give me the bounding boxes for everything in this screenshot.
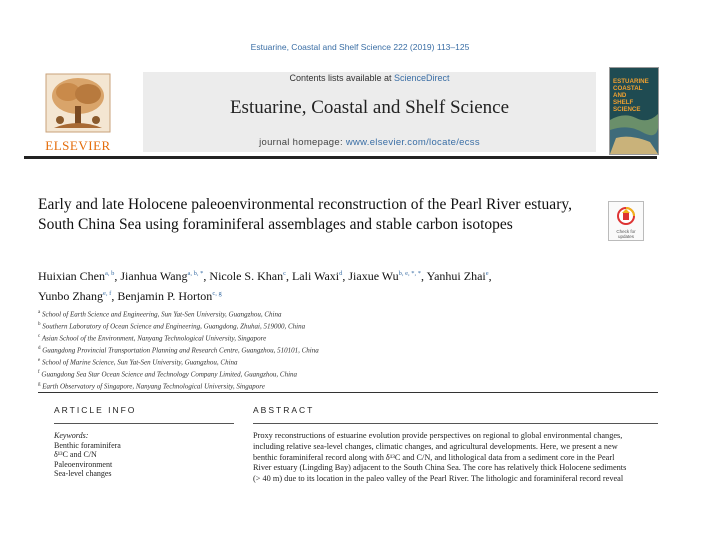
cover-title	[613, 78, 657, 113]
journal-name: Estuarine, Coastal and Shelf Science	[229, 97, 510, 118]
keyword-item: Benthic foraminifera	[54, 440, 121, 450]
homepage-link[interactable]: www.elsevier.com/locate/ecss	[345, 137, 480, 148]
author-link[interactable]: Nicole S. Khan$^c$	[209, 269, 286, 283]
keywords-list	[54, 431, 234, 479]
abstract-line: Proxy reconstructions of estuarine evolution provide perspectives on regional to global environmental changes,	[253, 431, 623, 440]
keyword-item: δ¹³C and C/N	[54, 450, 97, 460]
affiliation-item: $^b$ Southern Laboratory of Ocean Science and Engineering, Guangdong, Zhuhai, 519000, China	[38, 321, 306, 331]
check-for-updates-label: Check for updates	[616, 229, 636, 239]
author-affiliation-marker[interactable]: e, f	[103, 290, 112, 297]
cover-title-line: SHELF SCIENCE	[613, 99, 641, 113]
keyword-item: Sea-level changes	[54, 469, 112, 479]
check-for-updates-icon	[617, 206, 635, 228]
affiliation-item: $^e$ School of Marine Science, Sun Yat-Sen University, Guangzhou, China	[38, 357, 238, 367]
author-list: Huixian Chen$^{a, b}$, Jianhua Wang$^{a, b, *}$, Nicole S. Khan$^c$, Lali Waxi$^d$, Jiaxue $Wu^{b, e, *, *}$, Yanhui Zhai$^e$, Yunbo Zhang$^{e, f}$, Benjamin P. Horton$^{c, g}$	[38, 269, 492, 303]
author-link[interactable]: Yunbo Zhang$^{e, f}$	[38, 289, 112, 303]
affiliation-list	[38, 308, 658, 391]
contents-prefix: Contents lists available at	[289, 73, 395, 83]
abstract-line: benthic foraminiferal record along with δ¹³C and C/N, and lithological data from a sediment core in the Pearl	[253, 452, 615, 462]
keywords-title: Keywords:	[54, 431, 89, 440]
article-info-heading: ARTICLE INFO	[54, 405, 137, 415]
affiliation-item: $^g$ Earth Observatory of Singapore, Nanyang Technological University, Singapore	[38, 381, 265, 390]
abstract-heading: ABSTRACT	[253, 405, 315, 415]
elsevier-tree-logo-icon	[24, 72, 132, 136]
abstract-line: including relative sea-level changes, climatic changes, and agricultural developments. Here, we present a new	[253, 441, 618, 451]
header-divider	[24, 156, 657, 159]
author-link[interactable]: Yanhui Zhai$^e$	[426, 269, 489, 283]
abstract-text	[253, 431, 678, 485]
author-link[interactable]: Jianhua Wang$^{a, b, *}$	[120, 269, 204, 283]
author-link[interactable]: Lali Waxi$^d$	[291, 269, 343, 283]
author-affiliation-marker[interactable]: c	[283, 270, 286, 277]
author-link[interactable]: Jiaxue $Wu^{b, e, *, *}$	[348, 269, 422, 283]
elsevier-wordmark: ELSEVIER	[45, 138, 111, 153]
author-affiliation-marker[interactable]: b, e, *, *	[398, 270, 422, 277]
section-divider	[38, 392, 658, 393]
author-affiliation-marker[interactable]: a, b, *	[187, 270, 204, 277]
journal-cover-thumbnail[interactable]	[609, 67, 659, 155]
abstract-rule	[253, 423, 658, 424]
affiliation-item: $^a$ School of Earth Science and Engineering, Sun Yat-Sen University, Guangzhou, China	[38, 310, 282, 319]
cover-title-line: COASTAL AND	[613, 85, 643, 99]
check-for-updates-button[interactable]	[608, 201, 644, 241]
abstract-line: River estuary (Lingding Bay) adjacent to the South China Sea. The core has relatively thick Holocene sediments	[253, 463, 627, 473]
contents-line	[143, 73, 596, 83]
affiliation-item: $^d$ Guangdong Provincial Transportation Planning and Research Centre, Guangzhou, 510101, China	[38, 345, 319, 355]
article-title: Early and late Holocene paleoenvironmental reconstruction of the Pearl River estuary, South China Sea using foraminiferal assemblages and stable carbon isotopes	[38, 196, 572, 233]
article-info-rule	[54, 423, 234, 424]
homepage-prefix: journal homepage:	[259, 137, 346, 148]
keyword-item: Paleoenvironment	[54, 459, 113, 469]
author-affiliation-marker[interactable]: e	[485, 270, 489, 277]
author-affiliation-marker[interactable]: a, b	[105, 270, 115, 277]
affiliation-item: $^f$ Guangdong Sea Star Ocean Science and Technology Company Limited, Guangzhou, China	[38, 369, 298, 378]
journal-citation[interactable]: Estuarine, Coastal and Shelf Science 222 (2019) 113–125	[250, 42, 470, 52]
author-affiliation-marker[interactable]: c, g	[212, 290, 222, 297]
journal-homepage	[143, 137, 596, 148]
sciencedirect-link[interactable]: ScienceDirect	[394, 73, 450, 83]
affiliation-item: $^c$ Asian School of the Environment, Nanyang Technological University, Singapore	[38, 333, 267, 343]
author-link[interactable]: Huixian Chen$^{a, b}$	[38, 269, 115, 283]
abstract-line: (> 40 m) due to its location in the paleo valley of the Pearl River. The lithologic and foraminiferal record reveal	[253, 474, 624, 484]
author-link[interactable]: Benjamin P. Horton$^{c, g}$	[117, 289, 222, 303]
author-affiliation-marker[interactable]: d	[339, 270, 343, 277]
cover-title-line: ESTUARINE	[613, 78, 649, 85]
